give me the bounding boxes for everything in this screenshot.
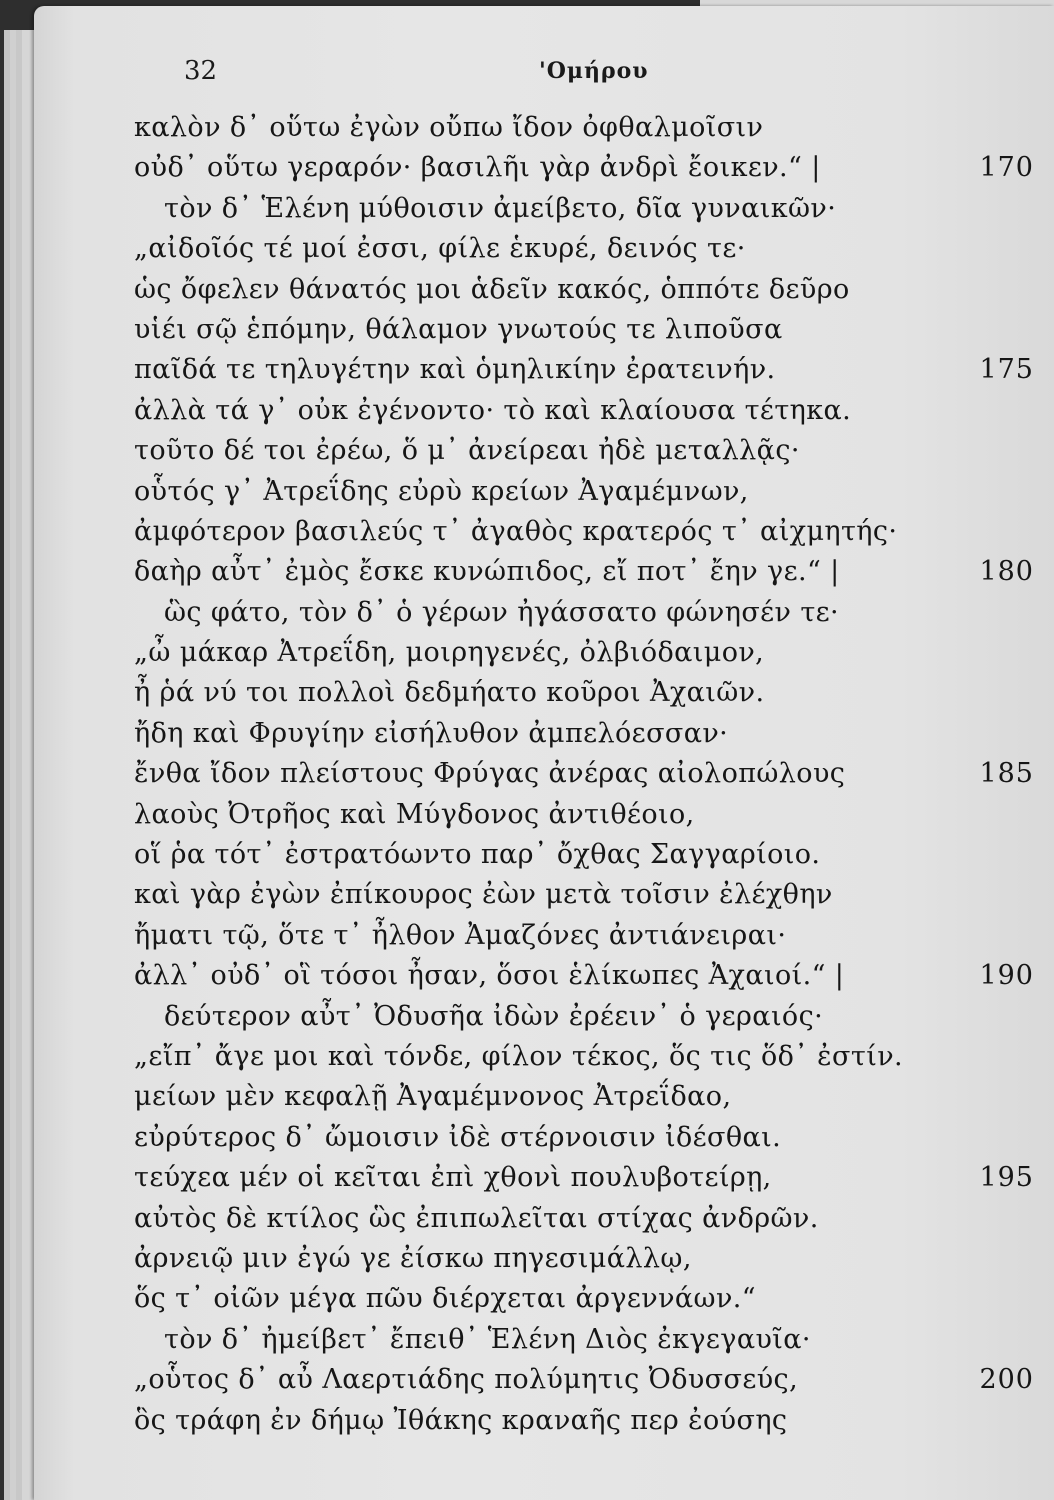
- verse-text: εὐρύτερος δ᾽ ὤμοισιν ἰδὲ στέρνοισιν ἰδέσθαι.: [134, 1121, 782, 1153]
- verse-line: [34, 110, 1054, 150]
- verse-line: [34, 595, 1054, 635]
- verse-line: [34, 756, 1054, 796]
- page-number: 32: [184, 56, 218, 86]
- verse-text: ἀλλ᾽ οὐδ᾽ οἳ τόσοι ἦσαν, ὅσοι ἑλίκωπες Ἀχαιοί.“ |: [134, 960, 845, 992]
- verse-line: [34, 191, 1054, 231]
- verse-text: ἔνθα ἴδον πλείστους Φρύγας ἀνέρας αἰολοπώλους: [134, 758, 846, 790]
- page-header: [34, 56, 1054, 90]
- verse-text: ὃς τράφη ἐν δήμῳ Ἰθάκης κραναῆς περ ἐούσης: [134, 1404, 788, 1436]
- line-number: 195: [979, 1162, 1034, 1194]
- verse-text: τεύχεα μέν οἱ κεῖται ἐπὶ χθονὶ πουλυβοτείρῃ,: [134, 1162, 772, 1194]
- verse-line: [34, 433, 1054, 473]
- verse-line: [34, 1281, 1054, 1321]
- verse-line: [34, 393, 1054, 433]
- verse-text: μείων μὲν κεφαλῇ Ἀγαμέμνονος Ἀτρεΐδαο,: [134, 1081, 732, 1113]
- verse-text: παῖδά τε τηλυγέτην καὶ ὁμηλικίην ἐρατεινήν.: [134, 354, 776, 386]
- verse-line: [34, 1201, 1054, 1241]
- verse-text: ἤματι τῷ, ὅτε τ᾽ ἦλθον Ἀμαζόνες ἀντιάνειραι·: [134, 919, 787, 951]
- verse-line: [34, 150, 1054, 190]
- verse-line: [34, 1362, 1054, 1402]
- verse-text: οὐδ᾽ οὕτω γεραρόν· βασιλῆι γὰρ ἀνδρὶ ἔοικεν.“ |: [134, 152, 821, 184]
- verse-line: [34, 675, 1054, 715]
- verse-line: [34, 1160, 1054, 1200]
- verse-line: [34, 272, 1054, 312]
- verse-line: [34, 797, 1054, 837]
- verse-line: [34, 1039, 1054, 1079]
- verse-text: καὶ γὰρ ἐγὼν ἐπίκουρος ἐὼν μετὰ τοῖσιν ἐλέχθην: [134, 879, 833, 911]
- verse-text: „οὗτος δ᾽ αὖ Λαερτιάδης πολύμητις Ὀδυσσεύς,: [134, 1364, 799, 1396]
- line-number: 175: [979, 354, 1034, 386]
- line-number: 185: [979, 758, 1034, 790]
- verse-line: [34, 312, 1054, 352]
- verse-line: [34, 1241, 1054, 1281]
- verse-text: τοῦτο δέ τοι ἐρέω, ὅ μ᾽ ἀνείρεαι ἠδὲ μεταλλᾷς·: [134, 435, 800, 467]
- verse-text: οἵ ῥα τότ᾽ ἐστρατόωντο παρ᾽ ὄχθας Σαγγαρίοιο.: [134, 839, 821, 871]
- verse-line: [34, 635, 1054, 675]
- verse-line: [34, 1322, 1054, 1362]
- verse-text: ἀμφότερον βασιλεύς τ᾽ ἀγαθὸς κρατερός τ᾽ αἰχμητής·: [134, 515, 898, 547]
- verse-line: [34, 514, 1054, 554]
- verse-text: „αἰδοῖός τέ μοί ἐσσι, φίλε ἑκυρέ, δεινός τε·: [134, 233, 746, 265]
- verse-line: [34, 474, 1054, 514]
- verse-text: δαὴρ αὖτ᾽ ἐμὸς ἔσκε κυνώπιδος, εἴ ποτ᾽ ἔην γε.“ |: [134, 556, 840, 588]
- verse-line: [34, 1079, 1054, 1119]
- verse-line: [34, 999, 1054, 1039]
- verse-text: λαοὺς Ὀτρῆος καὶ Μύγδονος ἀντιθέοιο,: [134, 798, 695, 830]
- verse-block: [34, 110, 1054, 1443]
- verse-line: [34, 877, 1054, 917]
- verse-text: ἤδη καὶ Φρυγίην εἰσήλυθον ἀμπελόεσσαν·: [134, 717, 729, 749]
- verse-line: [34, 1120, 1054, 1160]
- verse-text: ἦ ῥά νύ τοι πολλοὶ δεδμήατο κοῦροι Ἀχαιῶν.: [134, 677, 765, 709]
- verse-text: ἀρνειῷ μιν ἐγώ γε ἐίσκω πηγεσιμάλλῳ,: [134, 1242, 692, 1274]
- verse-text: ὣς φάτο, τὸν δ᾽ ὁ γέρων ἠγάσσατο φώνησέν τε·: [164, 596, 840, 628]
- verse-text: καλὸν δ᾽ οὕτω ἐγὼν οὔπω ἴδον ὀφθαλμοῖσιν: [134, 112, 764, 143]
- verse-text: „ὦ μάκαρ Ἀτρεΐδη, μοιρηγενές, ὀλβιόδαιμον,: [134, 637, 765, 669]
- verse-text: ὡς ὄφελεν θάνατός μοι ἁδεῖν κακός, ὁππότε δεῦρο: [134, 273, 850, 305]
- verse-text: οὗτός γ᾽ Ἀτρεΐδης εὐρὺ κρείων Ἀγαμέμνων,: [134, 475, 749, 507]
- verse-line: [34, 918, 1054, 958]
- verse-text: υἱέι σῷ ἑπόμην, θάλαμον γνωτούς τε λιποῦσα: [134, 313, 783, 345]
- line-number: 200: [979, 1364, 1034, 1396]
- verse-line: [34, 716, 1054, 756]
- verse-text: τὸν δ᾽ ἠμείβετ᾽ ἔπειθ᾽ Ἑλένη Διὸς ἐκγεγαυῖα·: [164, 1323, 811, 1355]
- verse-line: [34, 837, 1054, 877]
- line-number: 170: [979, 152, 1034, 184]
- verse-line: [34, 1403, 1054, 1443]
- verse-line: [34, 352, 1054, 392]
- verse-text: ὅς τ᾽ οἰῶν μέγα πῶυ διέρχεται ἀργεννάων.“: [134, 1283, 756, 1315]
- verse-line: [34, 554, 1054, 594]
- verse-line: [34, 958, 1054, 998]
- verse-text: „εἴπ᾽ ἄγε μοι καὶ τόνδε, φίλον τέκος, ὅς τις ὅδ᾽ ἐστίν.: [134, 1040, 904, 1072]
- line-number: 190: [979, 960, 1034, 992]
- verse-text: δεύτερον αὖτ᾽ Ὀδυσῆα ἰδὼν ἐρέειν᾽ ὁ γεραιός·: [164, 1000, 824, 1032]
- verse-text: ἀλλὰ τά γ᾽ οὐκ ἐγένοντο· τὸ καὶ κλαίουσα τέτηκα.: [134, 394, 852, 426]
- verse-text: αὐτὸς δὲ κτίλος ὣς ἐπιπωλεῖται στίχας ἀνδρῶν.: [134, 1202, 819, 1234]
- verse-text: τὸν δ᾽ Ἑλένη μύθοισιν ἀμείβετο, δῖα γυναικῶν·: [164, 192, 837, 224]
- verse-line: [34, 231, 1054, 271]
- line-number: 180: [979, 556, 1034, 588]
- running-head: 'Ομήρου: [539, 58, 649, 84]
- book-page: [34, 6, 1054, 1500]
